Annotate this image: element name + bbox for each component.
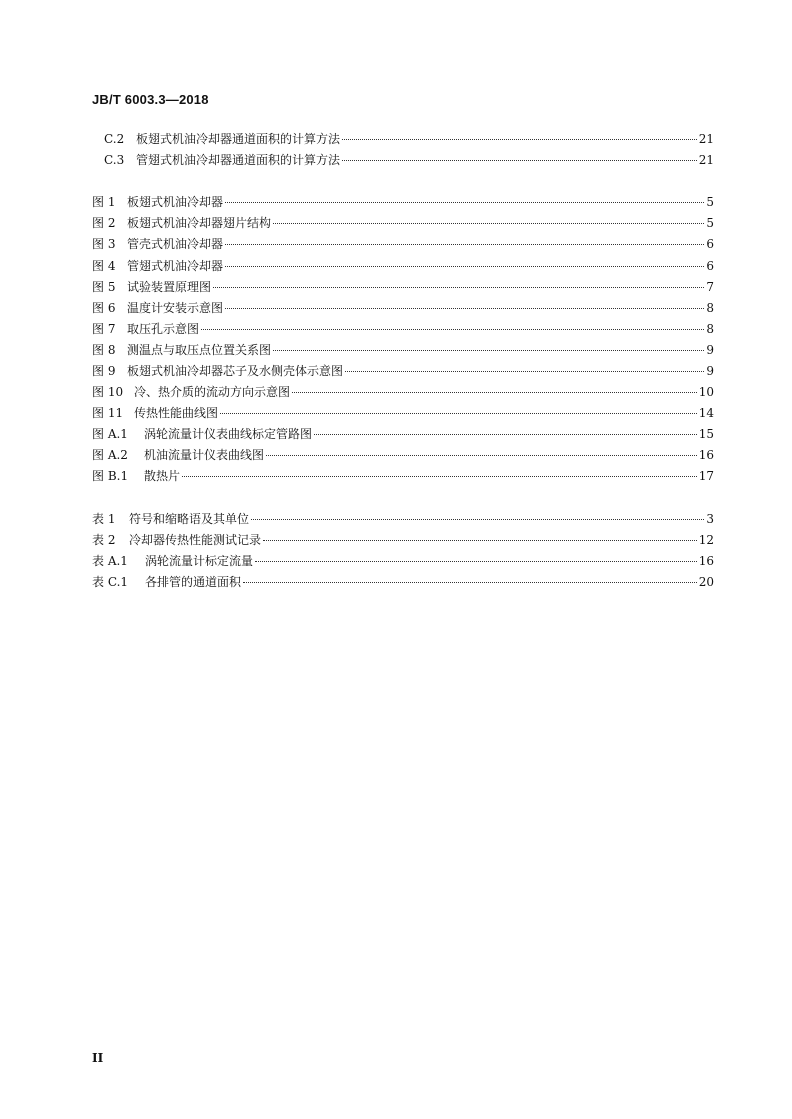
toc-entry-page: 21 — [698, 153, 714, 167]
toc-entry-page: 7 — [706, 280, 714, 294]
dot-leader — [225, 307, 704, 309]
toc-entry-title: 冷却器传热性能测试记录 — [129, 533, 262, 547]
toc-entry-title: 涡轮流量计标定流量 — [145, 554, 254, 568]
toc-entry-page: 10 — [698, 385, 714, 399]
toc-entry-page: 20 — [698, 575, 714, 589]
toc-entry-number: 图 2 — [92, 216, 116, 230]
toc-entry-title: 涡轮流量计仪表曲线标定管路图 — [144, 427, 313, 441]
dot-leader — [342, 159, 697, 161]
toc-entry-title: 符号和缩略语及其单位 — [129, 512, 250, 526]
toc-entry-table[interactable] — [92, 574, 714, 590]
toc-entry-title: 管壳式机油冷却器 — [127, 237, 224, 251]
toc-entry-figure[interactable] — [92, 405, 714, 421]
toc-entry-page: 3 — [706, 512, 714, 526]
toc-entry-page: 17 — [698, 469, 714, 483]
toc-entry-page: 16 — [698, 448, 714, 462]
standard-code: JB/T 6003.3—2018 — [92, 92, 209, 107]
toc-entry-number: 表 A.1 — [92, 554, 128, 568]
dot-leader — [220, 412, 697, 414]
toc-entry-title: 冷、热介质的流动方向示意图 — [134, 385, 291, 399]
toc-entry-title: 各排管的通道面积 — [145, 575, 242, 589]
toc-entry-figure[interactable] — [92, 363, 714, 379]
toc-entry-number: 表 1 — [92, 512, 116, 526]
toc-entry-figure[interactable] — [92, 258, 714, 274]
toc-entry-title: 板翅式机油冷却器翅片结构 — [127, 216, 272, 230]
dot-leader — [255, 560, 697, 562]
toc-entry-number: 图 4 — [92, 259, 116, 273]
toc-entry-title: 板翅式机油冷却器 — [127, 195, 224, 209]
toc-entry-table[interactable] — [92, 511, 714, 527]
dot-leader — [225, 265, 704, 267]
toc-entry-page: 6 — [706, 259, 714, 273]
toc-entry-page: 8 — [706, 322, 714, 336]
toc-entry-number: 图 1 — [92, 195, 116, 209]
toc-entry-number: 图 3 — [92, 237, 116, 251]
toc-entry-page: 9 — [706, 364, 714, 378]
toc-entry-title: 管翅式机油冷却器 — [127, 259, 224, 273]
toc-entry-figure[interactable] — [92, 447, 714, 463]
toc-entry-number: 图 B.1 — [92, 469, 129, 483]
dot-leader — [243, 581, 697, 583]
toc-entry-figure[interactable] — [92, 279, 714, 295]
toc-entry-figure[interactable] — [92, 194, 714, 210]
toc-entry-number: 表 C.1 — [92, 575, 129, 589]
toc-entry-figure[interactable] — [92, 342, 714, 358]
toc-entry-figure[interactable] — [92, 426, 714, 442]
toc-entry-page: 14 — [698, 406, 714, 420]
toc-entry-number: 图 8 — [92, 343, 116, 357]
page-number: II — [92, 1051, 104, 1065]
toc-entry-number: 图 5 — [92, 280, 116, 294]
toc-entry-page: 5 — [706, 195, 714, 209]
toc-entry-number: C.3 — [104, 153, 125, 167]
toc-entry-c2[interactable] — [104, 131, 714, 147]
toc-entry-number: 图 11 — [92, 406, 124, 420]
toc-entry-figure[interactable] — [92, 384, 714, 400]
toc-entry-figure[interactable] — [92, 321, 714, 337]
toc-entry-figure[interactable] — [92, 215, 714, 231]
toc-entry-number: 图 9 — [92, 364, 116, 378]
dot-leader — [314, 433, 697, 435]
dot-leader — [292, 391, 697, 393]
toc-entry-figure[interactable] — [92, 236, 714, 252]
dot-leader — [273, 222, 704, 224]
toc-entry-number: 图 7 — [92, 322, 116, 336]
dot-leader — [345, 370, 704, 372]
toc-entry-number: C.2 — [104, 132, 125, 146]
toc-entry-number: 表 2 — [92, 533, 116, 547]
toc-entry-title: 试验装置原理图 — [127, 280, 212, 294]
toc-entry-table[interactable] — [92, 532, 714, 548]
dot-leader — [213, 286, 704, 288]
toc-entry-table[interactable] — [92, 553, 714, 569]
toc-entry-page: 9 — [706, 343, 714, 357]
toc-entry-number: 图 A.2 — [92, 448, 128, 462]
toc-entry-page: 6 — [706, 237, 714, 251]
toc-entry-number: 图 A.1 — [92, 427, 128, 441]
toc-entry-number: 图 6 — [92, 301, 116, 315]
toc-entry-page: 21 — [698, 132, 714, 146]
toc-entry-page: 12 — [698, 533, 714, 547]
toc-entry-page: 8 — [706, 301, 714, 315]
dot-leader — [266, 454, 697, 456]
dot-leader — [182, 475, 697, 477]
toc-entry-title: 板翅式机油冷却器芯子及水侧壳体示意图 — [127, 364, 344, 378]
toc-entry-title: 传热性能曲线图 — [134, 406, 219, 420]
toc-entry-title: 温度计安装示意图 — [127, 301, 224, 315]
toc-entry-title: 板翅式机油冷却器通道面积的计算方法 — [136, 132, 341, 146]
toc-entry-title: 散热片 — [144, 469, 181, 483]
dot-leader — [263, 539, 697, 541]
toc-entry-figure[interactable] — [92, 468, 714, 484]
toc-entry-c3[interactable] — [104, 152, 714, 168]
toc-entry-title: 管翅式机油冷却器通道面积的计算方法 — [136, 153, 341, 167]
toc-entry-page: 5 — [706, 216, 714, 230]
toc-entry-page: 16 — [698, 554, 714, 568]
dot-leader — [342, 138, 697, 140]
toc-entry-figure[interactable] — [92, 300, 714, 316]
toc-entry-title: 取压孔示意图 — [127, 322, 200, 336]
toc-entry-page: 15 — [698, 427, 714, 441]
dot-leader — [225, 243, 704, 245]
dot-leader — [251, 518, 704, 520]
toc-entry-title: 测温点与取压点位置关系图 — [127, 343, 272, 357]
dot-leader — [225, 201, 704, 203]
toc-entry-title: 机油流量计仪表曲线图 — [144, 448, 265, 462]
toc-entry-number: 图 10 — [92, 385, 124, 399]
dot-leader — [273, 349, 704, 351]
dot-leader — [201, 328, 704, 330]
